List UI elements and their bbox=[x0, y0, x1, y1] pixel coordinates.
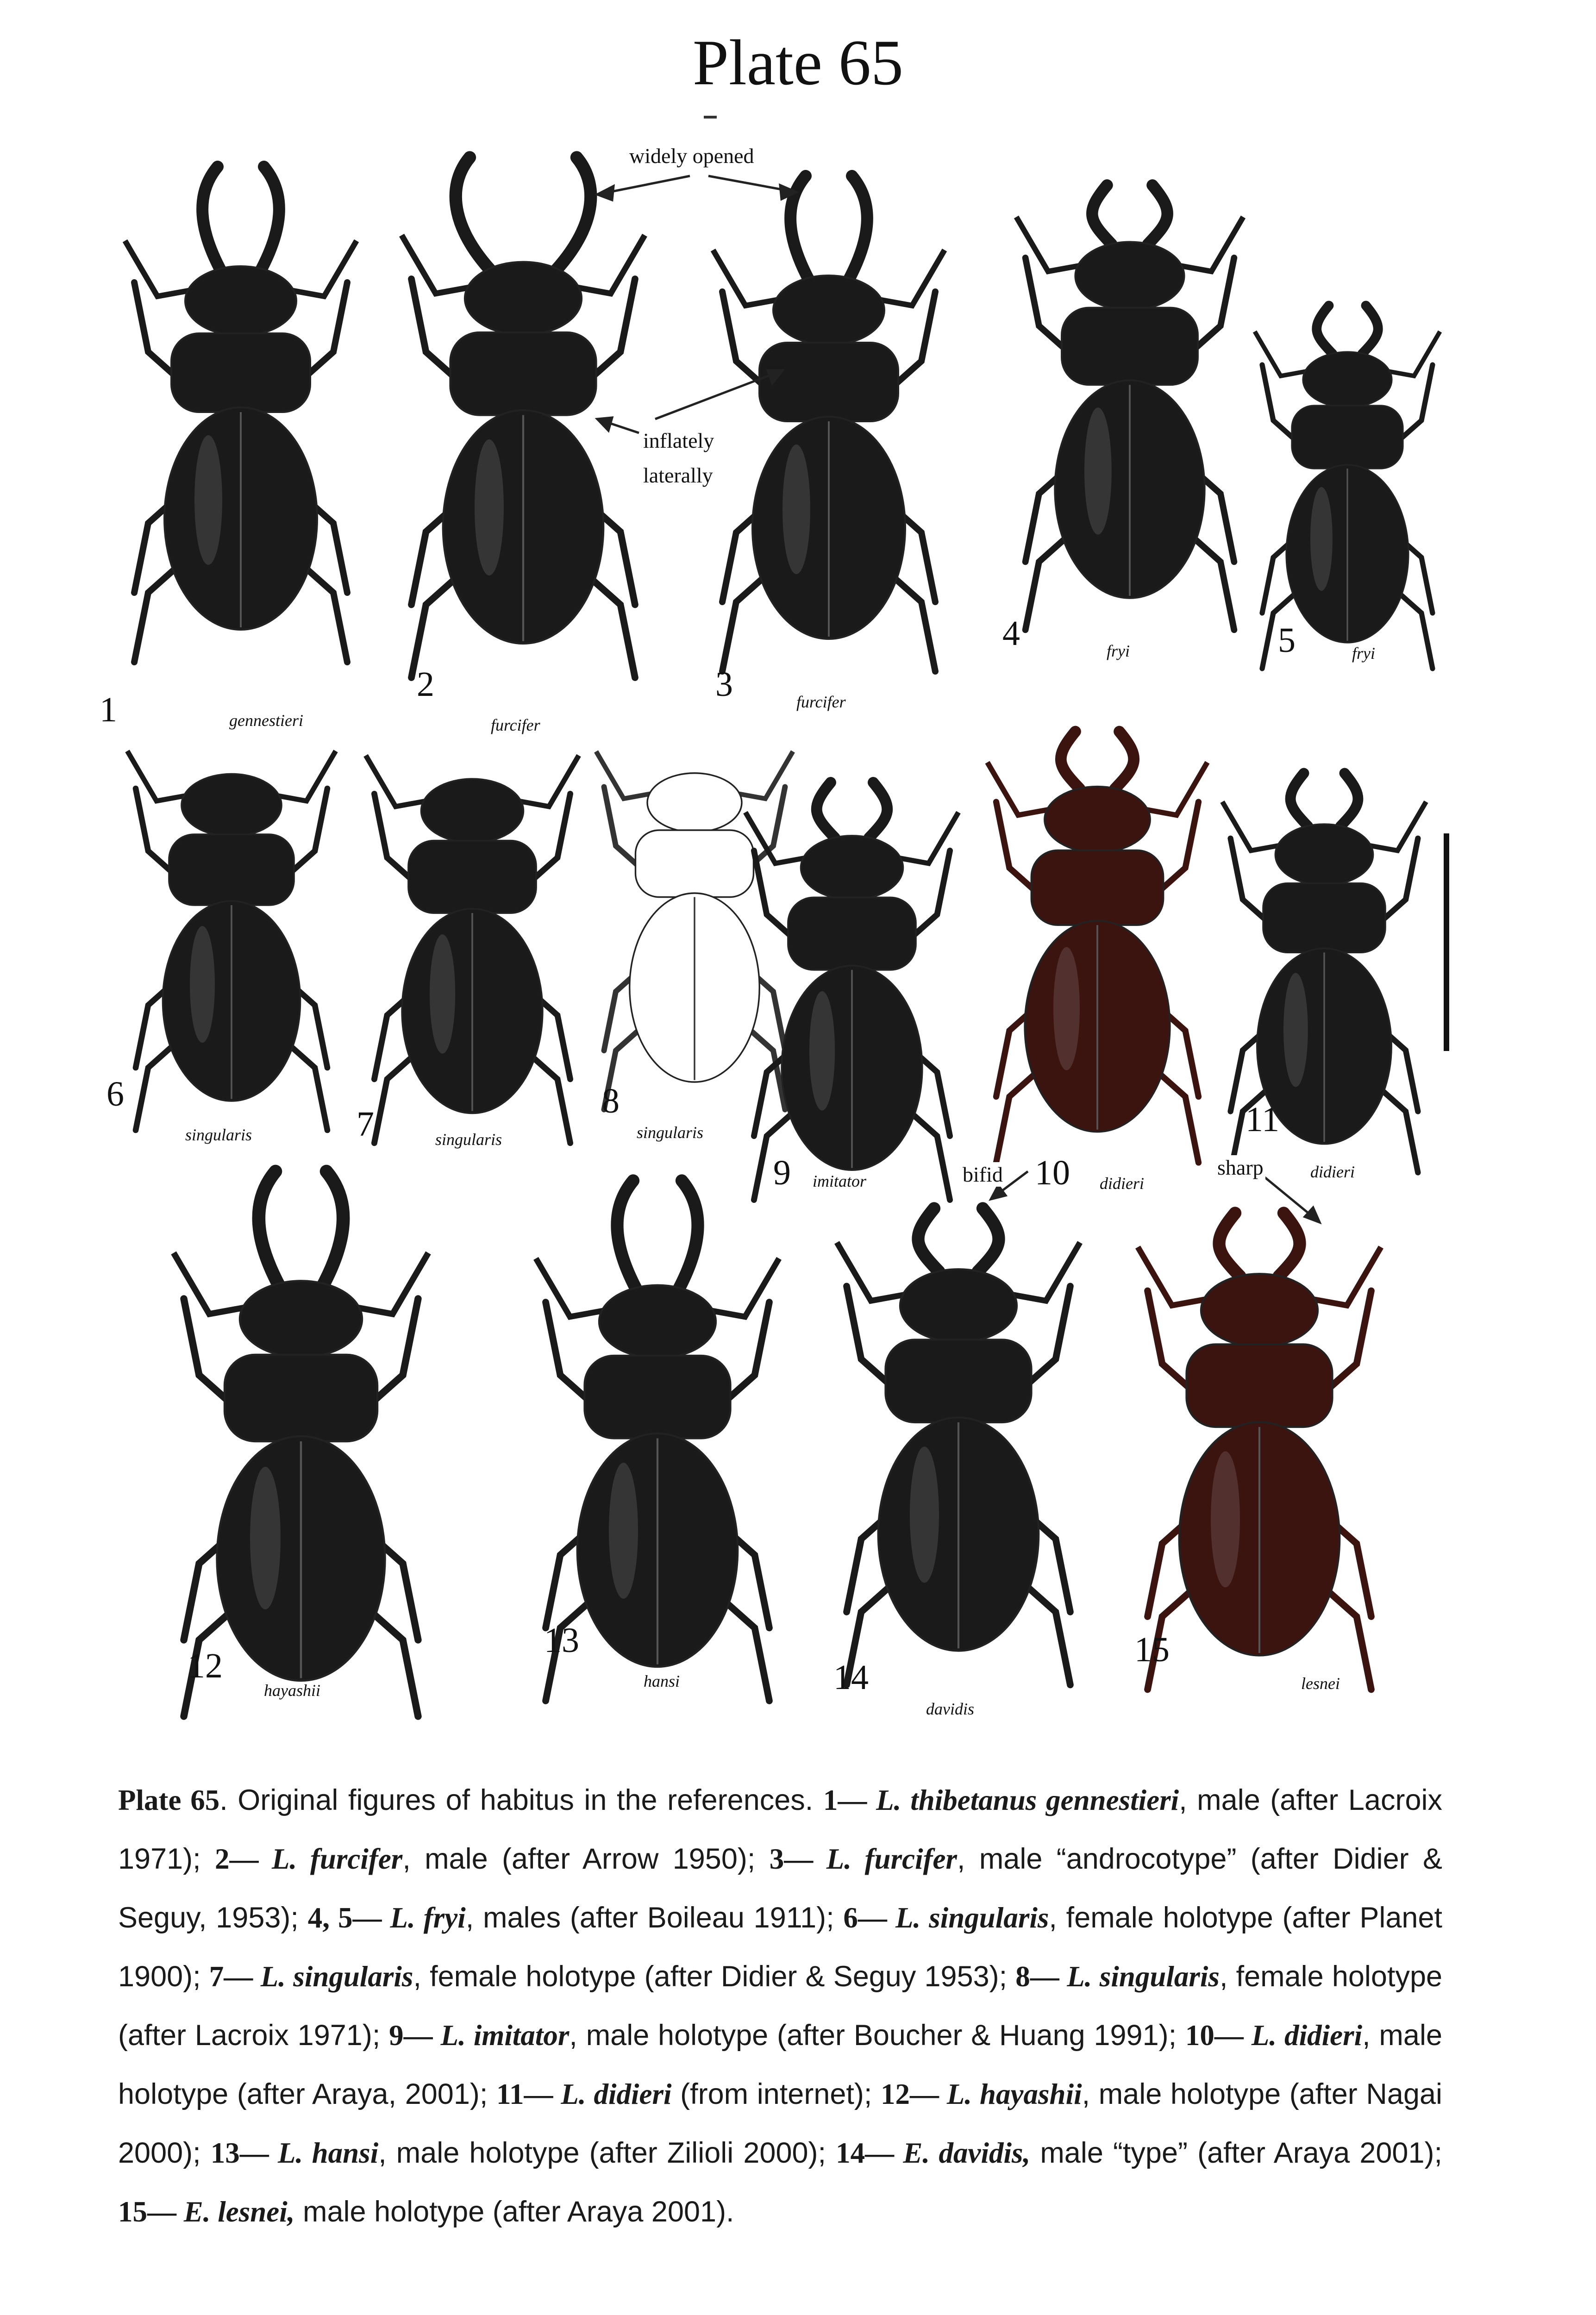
figure-name-14: davidis bbox=[926, 1700, 974, 1718]
caption-intro: . Original figures of habitus in the references. bbox=[219, 1784, 814, 1816]
caption-entry bbox=[389, 2019, 1185, 2052]
caption-entry-taxon: L. singularis bbox=[260, 1960, 413, 1993]
beetle-figure-14 bbox=[837, 1208, 1080, 1685]
caption-entry-taxon: L. didieri bbox=[1251, 2019, 1363, 2052]
annotation-bifid: bifid bbox=[961, 1162, 1005, 1187]
figure-number-7: 7 bbox=[357, 1105, 374, 1144]
caption-entry-taxon: L. furcifer bbox=[272, 1843, 403, 1875]
caption-entry-number: 11— bbox=[496, 2078, 561, 2110]
figure-number-14: 14 bbox=[833, 1658, 869, 1697]
caption-entry-taxon: L. fryi bbox=[390, 1902, 466, 1934]
figure-number-10: 10 bbox=[1035, 1153, 1070, 1192]
caption-entry bbox=[209, 1960, 1016, 1993]
caption-entry bbox=[836, 2137, 1442, 2169]
figure-name-1: gennestieri bbox=[229, 711, 303, 730]
caption-entry-text: , male holotype (after Boucher & Huang 1991); bbox=[569, 2019, 1185, 2052]
plate-caption bbox=[118, 1771, 1442, 2241]
caption-label: Plate 65 bbox=[118, 1784, 220, 1816]
beetle-figure-3 bbox=[713, 176, 945, 671]
caption-entry-text: (from internet); bbox=[671, 2078, 881, 2110]
figure-number-1: 1 bbox=[100, 690, 117, 729]
caption-entry-number: 13— bbox=[210, 2137, 278, 2169]
caption-entry-taxon: L. hayashii bbox=[946, 2078, 1082, 2110]
figure-number-4: 4 bbox=[1002, 614, 1020, 653]
caption-entry-number: 10— bbox=[1185, 2019, 1252, 2052]
caption-entry-taxon: E. davidis, bbox=[903, 2137, 1031, 2169]
beetle-figure-4 bbox=[1016, 185, 1243, 630]
scale-bar bbox=[1444, 833, 1449, 1051]
figure-number-2: 2 bbox=[417, 665, 434, 704]
caption-entry-taxon: L. hansi bbox=[278, 2137, 379, 2169]
caption-entry-text: male holotype (after Araya 2001). bbox=[294, 2196, 734, 2228]
beetle-figure-6 bbox=[127, 751, 336, 1130]
caption-entry-text: , female holotype (after Lacroix 1971); bbox=[118, 1960, 1443, 2052]
caption-entry-text: , male holotype (after Nagai 2000); bbox=[118, 2078, 1443, 2169]
figure-name-4: fryi bbox=[1107, 642, 1130, 660]
figure-name-2: furcifer bbox=[491, 716, 540, 734]
caption-entry-number: 7— bbox=[209, 1960, 261, 1993]
caption-entry bbox=[308, 1902, 844, 1934]
annotation-inflately: inflately bbox=[641, 428, 716, 453]
figure-name-15: lesnei bbox=[1301, 1674, 1340, 1693]
beetle-figure-7 bbox=[366, 756, 579, 1143]
annotation-laterally: laterally bbox=[641, 463, 715, 488]
caption-entry-text: , males (after Boileau 1911); bbox=[465, 1902, 844, 1934]
caption-entry-number: 15— bbox=[118, 2196, 184, 2228]
caption-entry bbox=[496, 2078, 881, 2110]
figure-name-10: didieri bbox=[1100, 1174, 1144, 1193]
caption-entry-number: 3— bbox=[769, 1843, 826, 1875]
caption-entry bbox=[211, 2137, 836, 2169]
figure-name-13: hansi bbox=[644, 1672, 680, 1690]
caption-entry-text: male “type” (after Araya 2001); bbox=[1030, 2137, 1442, 2169]
figure-name-7: singularis bbox=[435, 1130, 502, 1149]
figure-number-13: 13 bbox=[544, 1621, 579, 1660]
caption-entry-taxon: E. lesnei, bbox=[183, 2196, 295, 2228]
caption-entry-number: 6— bbox=[843, 1902, 895, 1934]
caption-entry-number: 9— bbox=[389, 2019, 441, 2052]
figure-number-12: 12 bbox=[188, 1646, 223, 1685]
beetle-figure-15 bbox=[1138, 1213, 1381, 1689]
caption-entry-text: , female holotype (after Planet 1900); bbox=[118, 1902, 1443, 1993]
figure-name-9: imitator bbox=[813, 1172, 867, 1190]
annotation-widely-opened: widely opened bbox=[627, 144, 756, 168]
caption-entry-text: , male (after Arrow 1950); bbox=[402, 1843, 770, 1875]
caption-entry-number: 8— bbox=[1015, 1960, 1067, 1993]
caption-entry-number: 12— bbox=[881, 2078, 947, 2110]
caption-entry-text: , male “androcotype” (after Didier & Seguy, 1953); bbox=[118, 1843, 1443, 1934]
caption-entry-taxon: L. singularis bbox=[895, 1902, 1049, 1934]
caption-entry-taxon: L. singularis bbox=[1067, 1960, 1220, 1993]
figure-name-5: fryi bbox=[1352, 644, 1375, 663]
figure-number-9: 9 bbox=[773, 1153, 791, 1192]
annotation-sharp: sharp bbox=[1215, 1155, 1265, 1180]
beetle-figure-1 bbox=[125, 167, 357, 662]
caption-entry-number: 1— bbox=[823, 1784, 876, 1816]
caption-entry-text: , female holotype (after Didier & Seguy 1953); bbox=[413, 1960, 1016, 1993]
figure-number-15: 15 bbox=[1134, 1630, 1170, 1669]
beetle-figure-12 bbox=[174, 1171, 428, 1716]
caption-entry-number: 4, 5— bbox=[307, 1902, 390, 1934]
figure-number-5: 5 bbox=[1278, 621, 1296, 660]
beetle-illustrations bbox=[125, 157, 1440, 1716]
caption-entry bbox=[118, 2196, 734, 2228]
figure-number-6: 6 bbox=[106, 1075, 124, 1114]
caption-entry-taxon: L. imitator bbox=[440, 2019, 570, 2052]
figure-number-3: 3 bbox=[715, 665, 733, 704]
plate-title: Plate 65 bbox=[693, 27, 903, 99]
figure-name-6: singularis bbox=[185, 1126, 252, 1144]
caption-entry-number: 14— bbox=[836, 2137, 903, 2169]
beetle-figure-8 bbox=[596, 751, 793, 1110]
caption-entry-text: , male (after Lacroix 1971); bbox=[118, 1784, 1442, 1875]
beetle-figure-10 bbox=[988, 732, 1208, 1163]
caption-entry-number: 2— bbox=[214, 1843, 272, 1875]
figure-number-11: 11 bbox=[1246, 1100, 1280, 1139]
caption-entry-taxon: L. didieri bbox=[561, 2078, 672, 2110]
figure-name-8: singularis bbox=[637, 1123, 704, 1142]
caption-entry-taxon: L. thibetanus gennestieri bbox=[876, 1784, 1179, 1816]
figure-number-8: 8 bbox=[602, 1082, 620, 1120]
beetle-figure-5 bbox=[1255, 306, 1440, 669]
caption-entry bbox=[215, 1843, 770, 1875]
beetle-figure-9 bbox=[745, 782, 958, 1200]
figure-name-11: didieri bbox=[1310, 1163, 1355, 1181]
caption-entry-text: , male holotype (after Zilioli 2000); bbox=[378, 2137, 836, 2169]
caption-entry-taxon: L. furcifer bbox=[826, 1843, 958, 1875]
figure-name-12: hayashii bbox=[264, 1681, 320, 1700]
caption-entry-text: , male holotype (after Araya, 2001); bbox=[118, 2019, 1442, 2110]
figure-name-3: furcifer bbox=[796, 693, 846, 711]
caption-entries bbox=[118, 1784, 1442, 2228]
